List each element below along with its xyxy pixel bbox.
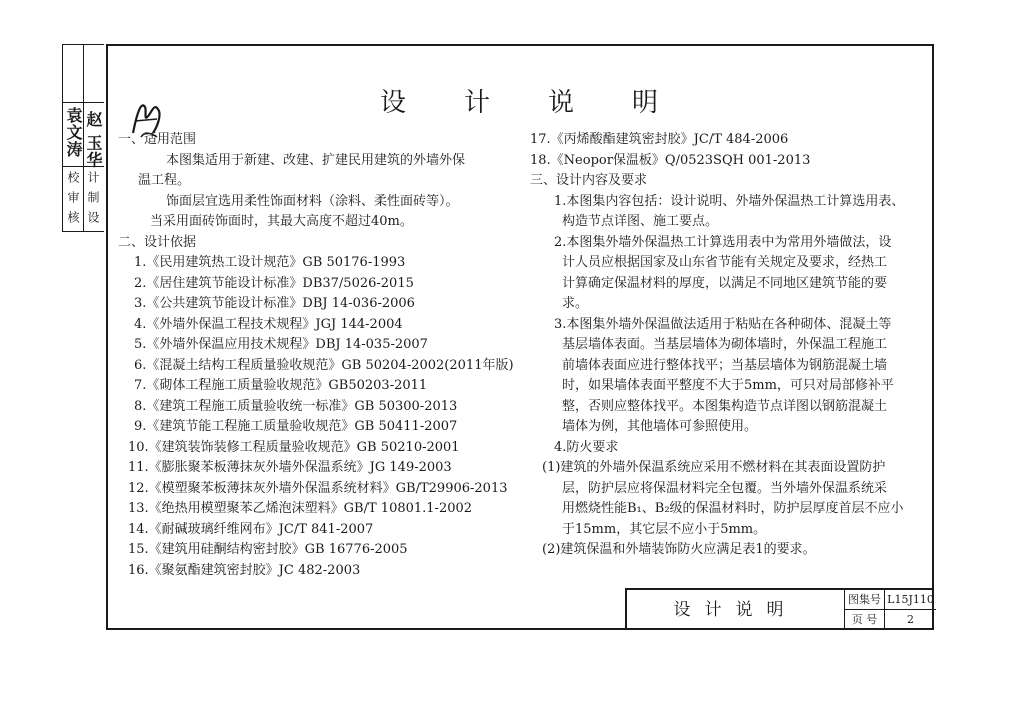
title-char: 计 bbox=[464, 88, 497, 118]
reference-item: 10.《建筑装饰装修工程质量验收规范》GB 50210-2001 bbox=[128, 439, 460, 455]
reference-item: 14.《耐碱玻璃纤维网布》JC/T 841-2007 bbox=[128, 521, 374, 537]
reference-item: 12.《模塑聚苯板薄抹灰外墙外保温系统材料》GB/T29906-2013 bbox=[128, 480, 508, 496]
section-heading: 二、设计依据 bbox=[118, 234, 197, 250]
paragraph-line: 用燃烧性能B₁、B₂级的保温材料时，防护层厚度首层不应小 bbox=[562, 501, 904, 516]
paragraph-line: 整，否则应整体找平。本图集构造节点详图以钢筋混凝土 bbox=[562, 398, 888, 414]
reference-item: 2.《居住建筑节能设计标准》DB37/5026-2015 bbox=[134, 275, 414, 291]
right-column bbox=[530, 130, 926, 561]
reference-item: 17.《丙烯酸酯建筑密封胶》JC/T 484-2006 bbox=[530, 132, 789, 147]
paragraph-line: 4.防火要求 bbox=[554, 439, 619, 455]
designer-name: 赵 玉华 bbox=[84, 111, 103, 169]
page-number-value: 2 bbox=[907, 613, 914, 626]
reviewer-name: 袁文涛 bbox=[64, 107, 83, 158]
title-char: 明 bbox=[632, 88, 665, 118]
paragraph-line: 于15mm，其它层不应小于5mm。 bbox=[562, 521, 767, 537]
reference-item: 6.《混凝土结构工程质量验收规范》GB 50204-2002(2011年版) bbox=[134, 357, 514, 373]
reference-item: 13.《绝热用模塑聚苯乙烯泡沫塑料》GB/T 10801.1-2002 bbox=[128, 501, 473, 516]
title-char: 说 bbox=[548, 88, 581, 118]
paragraph-line: 1.本图集内容包括：设计说明、外墙外保温热工计算选用表、 bbox=[554, 193, 905, 209]
left-column bbox=[118, 130, 514, 581]
title-block-name: 设计说明 bbox=[627, 590, 845, 630]
paragraph-line: 时，如果墙体表面平整度不大于5mm，可只对局部修补平 bbox=[562, 378, 894, 393]
paragraph-line: 饰面层宜选用柔性饰面材料（涂料、柔性面砖等）。 bbox=[166, 193, 459, 209]
title-block bbox=[625, 588, 934, 630]
paragraph-line: 层，防护层应将保温材料完全包覆。当外墙外保温系统采 bbox=[562, 480, 888, 496]
paragraph-line: 本图集适用于新建、改建、扩建民用建筑的外墙外保 bbox=[166, 152, 466, 168]
paragraph-line: 2.本图集外墙外保温热工计算选用表中为常用外墙做法，设 bbox=[554, 234, 892, 250]
label-review: 审 bbox=[66, 191, 80, 204]
reference-item: 9.《建筑节能工程施工质量验收规范》GB 50411-2007 bbox=[134, 419, 458, 434]
paragraph-line: 墙体为例，其他墙体可参照使用。 bbox=[562, 419, 758, 434]
reference-item: 8.《建筑工程施工质量验收统一标准》GB 50300-2013 bbox=[134, 398, 458, 414]
atlas-number-label: 图集号 bbox=[845, 590, 885, 610]
paragraph-line: 前墙体表面应进行整体找平；当基层墙体为钢筋混凝土墙 bbox=[562, 357, 888, 373]
paragraph-line: (1)建筑的外墙外保温系统应采用不燃材料在其表面设置防护 bbox=[542, 460, 886, 475]
paragraph-line: 基层墙体表面。当基层墙体为砌体墙时，外保温工程施工 bbox=[562, 337, 888, 352]
paragraph-line: 求。 bbox=[562, 296, 589, 311]
reference-item: 15.《建筑用硅酮结构密封胶》GB 16776-2005 bbox=[128, 542, 408, 557]
reference-item: 3.《公共建筑节能设计标准》DBJ 14-036-2006 bbox=[134, 296, 415, 311]
binding-strip bbox=[62, 44, 104, 232]
title-char: 设 bbox=[380, 88, 413, 118]
section-heading: 三、设计内容及要求 bbox=[530, 173, 648, 188]
label-draw: 制 bbox=[86, 191, 100, 204]
paragraph-line: 构造节点详图、施工要点。 bbox=[562, 214, 719, 229]
paragraph-line: 3.本图集外墙外保温做法适用于粘贴在各种砌体、混凝土等 bbox=[554, 316, 892, 332]
reference-item: 5.《外墙外保温应用技术规程》DBJ 14-035-2007 bbox=[134, 337, 428, 352]
page-title bbox=[380, 82, 716, 119]
reference-item: 7.《砌体工程施工质量验收规范》GB50203-2011 bbox=[134, 378, 428, 393]
paragraph-line: 计人员应根据国家及山东省节能有关规定及要求，经热工 bbox=[562, 255, 888, 270]
paragraph-line: 温工程。 bbox=[138, 173, 191, 188]
reference-item: 16.《聚氨酯建筑密封胶》JC 482-2003 bbox=[128, 562, 361, 578]
atlas-number-value: L15J110 bbox=[885, 590, 936, 610]
label-plan: 计 bbox=[86, 171, 100, 184]
paragraph-line: 当采用面砖饰面时，其最大高度不超过40m。 bbox=[150, 214, 413, 229]
paragraph-line: (2)建筑保温和外墙装饰防火应满足表1的要求。 bbox=[542, 542, 816, 557]
label-check: 校 bbox=[66, 171, 80, 184]
reference-item: 1.《民用建筑热工设计规范》GB 50176-1993 bbox=[134, 255, 406, 270]
reference-item: 11.《膨胀聚苯板薄抹灰外墙外保温系统》JG 149-2003 bbox=[128, 460, 452, 475]
page-number-label: 页 号 bbox=[845, 610, 885, 630]
reference-item: 4.《外墙外保温工程技术规程》JGJ 144-2004 bbox=[134, 316, 403, 332]
reference-item: 18.《Neopor保温板》Q/0523SQH 001-2013 bbox=[530, 152, 811, 168]
label-design: 设 bbox=[86, 211, 100, 224]
label-approve: 核 bbox=[66, 211, 80, 224]
paragraph-line: 计算确定保温材料的厚度，以满足不同地区建筑节能的要 bbox=[562, 275, 888, 291]
section-heading: 一、适用范围 bbox=[118, 132, 197, 147]
